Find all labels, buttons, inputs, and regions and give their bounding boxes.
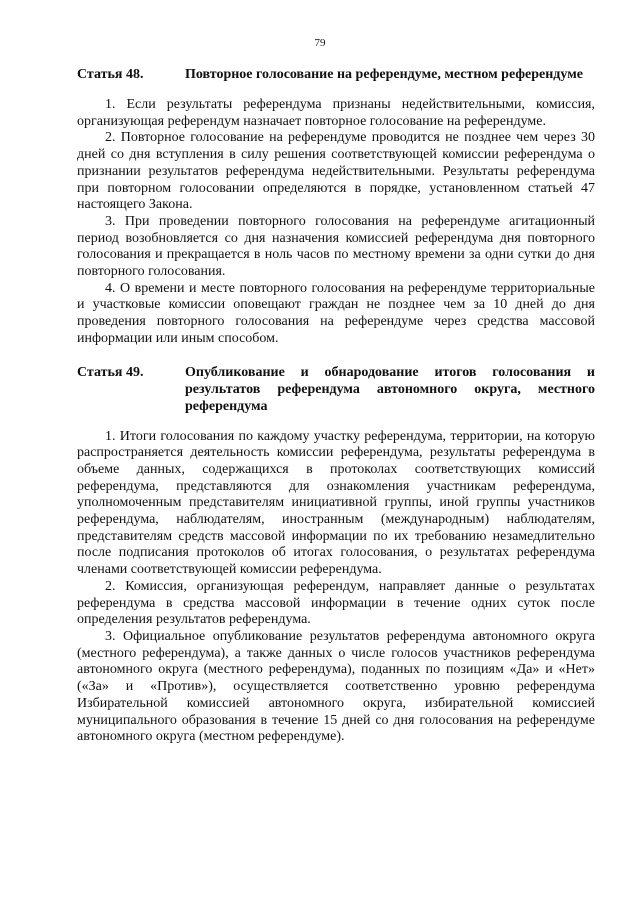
- article-heading-48: [77, 66, 595, 83]
- paragraph: 1. Если результаты референдума признаны недействительными, комиссия, организующая референдум назначает повторное голосование на референдуме.: [77, 97, 595, 129]
- article-heading-49: [77, 364, 595, 415]
- article-number: Статья 48.: [77, 67, 144, 82]
- paragraph: 3. При проведении повторного голосования на референдуме агитационный период возобновляется со дня назначения комиссией референдума дня повторного голосования и прекращается в ноль часов по местному времени за одни сутки до дня повторного голосования.: [77, 213, 595, 280]
- paragraph: 4. О времени и месте повторного голосования на референдуме территориальные и участковые комиссии оповещают граждан не позднее чем за 10 дней до дня проведения повторного голосования на референдуме через средства массовой информации или иным способом.: [77, 280, 595, 346]
- article-title: Опубликование и обнародование итогов голосования и результатов референдума автономного округа, местного референдума: [185, 364, 595, 414]
- paragraph: 3. Официальное опубликование результатов референдума автономного округа (местного референдума), а также данных о числе голосов участников референдума автономного округа (местного референдума), поданных по позициям «Да» и «Нет» («За» и «Против»), осуществляется соответственно уровню референдума Избирательной комиссией автономного округа, избирательной комиссией муниципального образования в течение 15 дней со дня голосования на референдуме автономного округа (местном референдуме).: [77, 628, 595, 745]
- paragraph: 2. Комиссия, организующая референдум, направляет данные о результатах референдума в средства массовой информации в течение одних суток после определения результатов референдума.: [77, 578, 595, 628]
- article-number: Статья 49.: [77, 364, 144, 380]
- paragraph: 2. Повторное голосование на референдуме проводится не позднее чем через 30 дней со дня вступления в силу решения соответствующей комиссии референдума о признании результатов референдума недействительными. Результаты референдума при повторном голосовании определяются в порядке, установленном статьей 47 настоящего Закона.: [77, 130, 595, 213]
- article-title: Повторное голосование на референдуме, местном референдуме: [185, 67, 583, 82]
- paragraph: 1. Итоги голосования по каждому участку референдума, территории, на которую распространяется деятельность комиссии референдума, результаты референдума в объеме данных, содержащихся в протоколах соответствующих комиссий референдума, представляются для ознакомления участникам референдума, уполномоченным представителям инициативной группы, иной группы участников референдума, наблюдателям, иностранным (международным) наблюдателям, представителям средств массовой информации по их требованию незамедлительно после подписания протоколов об итогах голосования, о результатах референдума членами соответствующей комиссии референдума.: [77, 428, 595, 578]
- page-number: 79: [314, 37, 326, 49]
- document-body: [77, 66, 595, 746]
